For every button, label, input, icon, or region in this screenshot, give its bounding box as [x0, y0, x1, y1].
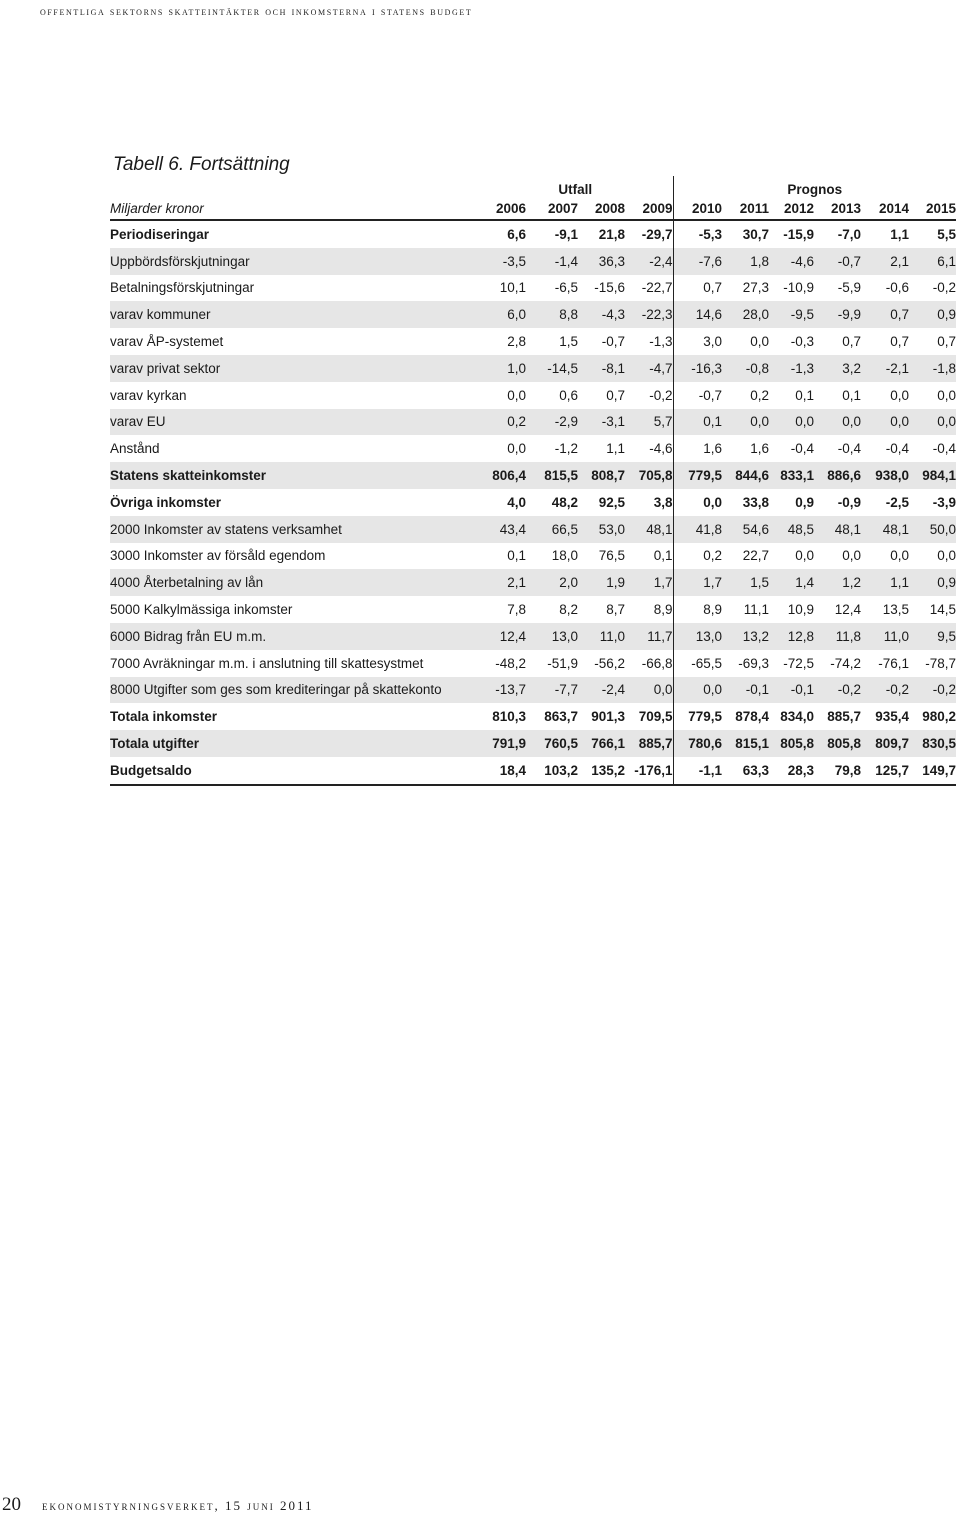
cell-value: 48,5: [769, 516, 814, 543]
row-label: Betalningsförskjutningar: [110, 280, 255, 296]
cell-value: -4,6: [769, 248, 814, 275]
cell-value: 878,4: [735, 709, 769, 725]
cell-value: 0,0: [890, 387, 909, 403]
cell-value: 844,6: [722, 462, 769, 489]
cell-value: 0,0: [937, 548, 957, 564]
row-label: varav ÅP-systemet: [110, 334, 224, 350]
cell-value: 8,2: [559, 602, 578, 618]
cell-value: -3,9: [932, 494, 957, 510]
cell-value: 0,0: [625, 677, 673, 704]
cell-value: 6,6: [507, 226, 526, 242]
cell-value: -48,2: [495, 655, 526, 671]
cell-value: 830,5: [909, 730, 956, 757]
cell-value: 709,5: [625, 703, 673, 730]
table-row: [110, 301, 956, 328]
cell-value: -0,6: [885, 280, 909, 296]
cell-value: -29,7: [625, 220, 673, 248]
cell-value: 14,6: [673, 301, 722, 328]
cell-value: -2,4: [578, 677, 625, 704]
cell-value: 2,1: [478, 569, 526, 596]
cell-value: -1,3: [769, 355, 814, 382]
cell-value: 63,3: [722, 757, 769, 785]
cell-value: 938,0: [861, 462, 909, 489]
cell-value: 1,7: [625, 569, 673, 596]
cell-value: 901,3: [591, 709, 625, 725]
row-label: Statens skatteinkomster: [110, 462, 478, 489]
cell-value: 1,6: [750, 441, 769, 457]
cell-value: 13,0: [673, 623, 722, 650]
cell-value: 6,0: [478, 301, 526, 328]
cell-value: 30,7: [742, 226, 769, 242]
cell-value: -10,9: [783, 280, 814, 296]
cell-value: -1,3: [625, 328, 673, 355]
cell-value: 0,7: [703, 280, 722, 296]
cell-value: 0,1: [507, 548, 526, 564]
cell-value: 41,8: [673, 516, 722, 543]
table-row: [110, 516, 956, 543]
cell-value: 2,8: [507, 334, 526, 350]
row-label: 5000 Kalkylmässiga inkomster: [110, 602, 293, 618]
cell-value: 791,9: [478, 730, 526, 757]
cell-value: 815,1: [722, 730, 769, 757]
page-number: 20: [2, 1494, 21, 1515]
cell-value: 8,9: [703, 602, 722, 618]
table-row: [110, 730, 956, 757]
cell-value: -0,2: [861, 677, 909, 704]
cell-value: 103,2: [526, 757, 578, 785]
cell-value: 6,1: [909, 248, 956, 275]
cell-value: 1,1: [861, 569, 909, 596]
year-header: 2010: [691, 200, 722, 216]
cell-value: 1,8: [722, 248, 769, 275]
table-row: [110, 220, 956, 248]
cell-value: 1,7: [673, 569, 722, 596]
cell-value: -0,1: [722, 677, 769, 704]
cell-value: 805,8: [814, 730, 861, 757]
cell-value: 54,6: [722, 516, 769, 543]
cell-value: -74,2: [830, 655, 861, 671]
cell-value: -0,9: [837, 494, 861, 510]
unit-label: Miljarder kronor: [110, 200, 204, 216]
cell-value: -0,2: [814, 677, 861, 704]
cell-value: -69,3: [738, 655, 769, 671]
cell-value: 0,0: [750, 334, 769, 350]
cell-value: -15,6: [594, 280, 625, 296]
cell-value: -0,4: [837, 441, 861, 457]
cell-value: -56,2: [594, 655, 625, 671]
cell-value: -66,8: [625, 650, 673, 677]
cell-value: 0,0: [673, 677, 722, 704]
cell-value: 0,0: [937, 387, 957, 403]
cell-value: 0,1: [673, 409, 722, 436]
cell-value: 815,5: [526, 462, 578, 489]
cell-value: -0,2: [625, 382, 673, 409]
cell-value: -3,1: [578, 409, 625, 436]
cell-value: 14,5: [929, 602, 957, 618]
cell-value: 10,9: [787, 602, 814, 618]
cell-value: 27,3: [742, 280, 769, 296]
cell-value: -2,5: [885, 494, 909, 510]
cell-value: 3,2: [814, 355, 861, 382]
cell-value: -65,5: [691, 655, 722, 671]
cell-value: -13,7: [478, 677, 526, 704]
row-label: Anstånd: [110, 441, 160, 457]
cell-value: -78,7: [925, 655, 957, 671]
running-header: offentliga sektorns skatteintäkter och inkomsterna i statens budget: [40, 4, 473, 18]
year-header: 2011: [739, 200, 769, 216]
cell-value: -0,2: [909, 677, 956, 704]
cell-value: 28,3: [769, 757, 814, 785]
cell-value: -3,5: [478, 248, 526, 275]
table-row: [110, 248, 956, 275]
cell-value: 0,7: [606, 387, 625, 403]
table-row: [110, 569, 956, 596]
group-outcome-label: Utfall: [478, 176, 673, 197]
cell-value: 3,0: [703, 334, 722, 350]
cell-value: 2,1: [861, 248, 909, 275]
cell-value: 0,0: [814, 409, 861, 436]
year-header-row: [110, 197, 956, 220]
cell-value: -1,4: [526, 248, 578, 275]
group-forecast-label: Prognos: [787, 182, 843, 197]
cell-value: 766,1: [578, 730, 625, 757]
cell-value: 28,0: [722, 301, 769, 328]
cell-value: 12,4: [834, 602, 861, 618]
cell-value: 1,0: [478, 355, 526, 382]
cell-value: 66,5: [526, 516, 578, 543]
cell-value: 53,0: [578, 516, 625, 543]
cell-value: 0,2: [703, 548, 722, 564]
cell-value: -9,5: [769, 301, 814, 328]
cell-value: -6,5: [554, 280, 578, 296]
row-label: 3000 Inkomster av försåld egendom: [110, 548, 326, 564]
row-label: varav privat sektor: [110, 355, 478, 382]
cell-value: 760,5: [526, 730, 578, 757]
cell-value: 1,1: [890, 226, 909, 242]
cell-value: 0,0: [909, 409, 956, 436]
cell-value: 0,0: [703, 494, 722, 510]
row-label: Totala utgifter: [110, 730, 478, 757]
cell-value: 0,0: [769, 409, 814, 436]
cell-value: -4,3: [578, 301, 625, 328]
cell-value: 5,5: [937, 226, 957, 242]
table-row: [110, 489, 956, 516]
group-header-row: [110, 176, 956, 197]
cell-value: 0,0: [722, 409, 769, 436]
cell-value: -5,9: [837, 280, 861, 296]
year-header: 2009: [625, 197, 673, 220]
cell-value: 886,6: [814, 462, 861, 489]
cell-value: 779,5: [673, 462, 722, 489]
cell-value: -0,7: [698, 387, 722, 403]
table-body: [110, 176, 956, 785]
year-header: 2006: [495, 200, 526, 216]
cell-value: 48,1: [861, 516, 909, 543]
cell-value: -15,9: [783, 226, 814, 242]
cell-value: 980,2: [922, 709, 957, 725]
cell-value: -22,7: [625, 275, 673, 302]
row-label: Uppbördsförskjutningar: [110, 248, 478, 275]
cell-value: 0,7: [861, 301, 909, 328]
cell-value: 8,9: [625, 596, 673, 623]
cell-value: -72,5: [783, 655, 814, 671]
row-label: varav kyrkan: [110, 387, 187, 403]
cell-value: 0,2: [750, 387, 769, 403]
cell-value: 0,1: [842, 387, 861, 403]
cell-value: 885,7: [625, 730, 673, 757]
cell-value: 1,5: [559, 334, 578, 350]
cell-value: 984,1: [909, 462, 956, 489]
cell-value: 11,0: [861, 623, 909, 650]
row-label: 6000 Bidrag från EU m.m.: [110, 623, 478, 650]
year-header: 2012: [783, 200, 814, 216]
table-row: [110, 328, 956, 355]
cell-value: -7,6: [673, 248, 722, 275]
cell-value: 1,1: [606, 441, 625, 457]
cell-value: -176,1: [625, 757, 673, 785]
cell-value: 0,0: [507, 387, 526, 403]
cell-value: 21,8: [598, 226, 625, 242]
year-header: 2007: [547, 200, 578, 216]
footer-text: ekonomistyrningsverket, 15 juni 2011: [42, 1498, 314, 1513]
cell-value: -76,1: [878, 655, 909, 671]
cell-value: -0,4: [885, 441, 909, 457]
table-row: [110, 382, 956, 409]
cell-value: -0,2: [932, 280, 957, 296]
cell-value: 11,1: [743, 602, 769, 618]
cell-value: 33,8: [742, 494, 769, 510]
cell-value: -1,8: [909, 355, 956, 382]
cell-value: 11,7: [625, 623, 673, 650]
table-row: [110, 703, 956, 730]
cell-value: 779,5: [688, 709, 722, 725]
cell-value: 0,0: [890, 548, 909, 564]
cell-value: 0,0: [842, 548, 861, 564]
cell-value: -14,5: [526, 355, 578, 382]
row-label: varav kommuner: [110, 301, 478, 328]
cell-value: 0,1: [625, 543, 673, 570]
cell-value: 1,6: [703, 441, 722, 457]
data-table: [110, 176, 956, 786]
table-row: [110, 543, 956, 570]
cell-value: -4,6: [625, 435, 673, 462]
cell-value: 0,9: [795, 494, 814, 510]
cell-value: 22,7: [742, 548, 769, 564]
cell-value: 0,0: [861, 409, 909, 436]
cell-value: -0,7: [601, 334, 625, 350]
cell-value: -1,1: [673, 757, 722, 785]
cell-value: -8,1: [578, 355, 625, 382]
cell-value: 809,7: [861, 730, 909, 757]
cell-value: -2,9: [526, 409, 578, 436]
cell-value: 79,8: [814, 757, 861, 785]
cell-value: 808,7: [578, 462, 625, 489]
cell-value: -0,1: [769, 677, 814, 704]
table-row: [110, 409, 956, 436]
cell-value: 0,9: [909, 569, 956, 596]
row-label: 8000 Utgifter som ges som krediteringar på skattekonto: [110, 677, 478, 704]
cell-value: -0,8: [722, 355, 769, 382]
cell-value: 935,4: [875, 709, 909, 725]
cell-value: 11,8: [814, 623, 861, 650]
row-label: 2000 Inkomster av statens verksamhet: [110, 516, 478, 543]
cell-value: 833,1: [769, 462, 814, 489]
cell-value: 0,0: [507, 441, 526, 457]
cell-value: 1,5: [722, 569, 769, 596]
cell-value: 48,2: [551, 494, 578, 510]
cell-value: 0,0: [795, 548, 814, 564]
cell-value: 705,8: [625, 462, 673, 489]
cell-value: -2,1: [861, 355, 909, 382]
cell-value: 1,2: [814, 569, 861, 596]
cell-value: -4,7: [625, 355, 673, 382]
row-label: Övriga inkomster: [110, 494, 222, 510]
cell-value: 834,0: [780, 709, 814, 725]
cell-value: 863,7: [544, 709, 578, 725]
table-row: [110, 623, 956, 650]
year-header: 2008: [594, 200, 625, 216]
cell-value: 0,7: [842, 334, 861, 350]
table-title: Tabell 6. Fortsättning: [113, 154, 290, 175]
year-header: 2015: [926, 200, 957, 216]
cell-value: 18,4: [478, 757, 526, 785]
row-label: Budgetsaldo: [110, 757, 478, 785]
cell-value: -2,4: [625, 248, 673, 275]
cell-value: 0,2: [478, 409, 526, 436]
row-label: Periodiseringar: [110, 226, 210, 242]
cell-value: -0,7: [814, 248, 861, 275]
table-row: [110, 677, 956, 704]
cell-value: 50,0: [909, 516, 956, 543]
cell-value: 149,7: [909, 757, 956, 785]
cell-value: 1,4: [769, 569, 814, 596]
cell-value: 1,9: [578, 569, 625, 596]
cell-value: 9,5: [909, 623, 956, 650]
cell-value: 13,0: [526, 623, 578, 650]
cell-value: 0,6: [559, 387, 578, 403]
cell-value: 3,8: [625, 489, 673, 516]
cell-value: 125,7: [861, 757, 909, 785]
cell-value: 13,5: [882, 602, 909, 618]
cell-value: -5,3: [698, 226, 722, 242]
cell-value: 10,1: [499, 280, 526, 296]
cell-value: 43,4: [478, 516, 526, 543]
cell-value: 92,5: [598, 494, 625, 510]
table-row: [110, 275, 956, 302]
cell-value: 12,4: [478, 623, 526, 650]
cell-value: -9,9: [814, 301, 861, 328]
table-row: [110, 462, 956, 489]
cell-value: 11,0: [578, 623, 625, 650]
cell-value: -7,0: [837, 226, 861, 242]
cell-value: 2,0: [526, 569, 578, 596]
cell-value: 806,4: [478, 462, 526, 489]
cell-value: 0,9: [909, 301, 956, 328]
row-label: 7000 Avräkningar m.m. i anslutning till skattesystmet: [110, 655, 424, 671]
cell-value: -1,2: [554, 441, 578, 457]
table-row: [110, 435, 956, 462]
cell-value: 76,5: [598, 548, 625, 564]
cell-value: 0,7: [890, 334, 909, 350]
year-header: 2013: [830, 200, 861, 216]
row-label: 4000 Återbetalning av lån: [110, 569, 478, 596]
cell-value: 36,3: [578, 248, 625, 275]
table-row: [110, 596, 956, 623]
table-row: [110, 650, 956, 677]
row-label: Totala inkomster: [110, 709, 218, 725]
cell-value: 805,8: [769, 730, 814, 757]
cell-value: -0,4: [790, 441, 814, 457]
table-row: [110, 757, 956, 785]
cell-value: 0,1: [795, 387, 814, 403]
cell-value: -0,4: [932, 441, 957, 457]
cell-value: -7,7: [526, 677, 578, 704]
cell-value: 7,8: [507, 602, 526, 618]
cell-value: -16,3: [673, 355, 722, 382]
cell-value: 18,0: [551, 548, 578, 564]
cell-value: -22,3: [625, 301, 673, 328]
cell-value: 13,2: [722, 623, 769, 650]
cell-value: 135,2: [578, 757, 625, 785]
cell-value: 48,1: [625, 516, 673, 543]
cell-value: 5,7: [625, 409, 673, 436]
cell-value: 48,1: [814, 516, 861, 543]
cell-value: -9,1: [554, 226, 578, 242]
cell-value: 8,8: [526, 301, 578, 328]
cell-value: 8,7: [606, 602, 625, 618]
cell-value: 4,0: [507, 494, 526, 510]
cell-value: -51,9: [547, 655, 578, 671]
cell-value: 12,8: [769, 623, 814, 650]
cell-value: 885,7: [827, 709, 861, 725]
cell-value: 810,3: [492, 709, 526, 725]
cell-value: 780,6: [673, 730, 722, 757]
row-label: varav EU: [110, 409, 478, 436]
table-row: [110, 355, 956, 382]
year-header: 2014: [878, 200, 909, 216]
cell-value: 0,7: [937, 334, 957, 350]
cell-value: -0,3: [790, 334, 814, 350]
